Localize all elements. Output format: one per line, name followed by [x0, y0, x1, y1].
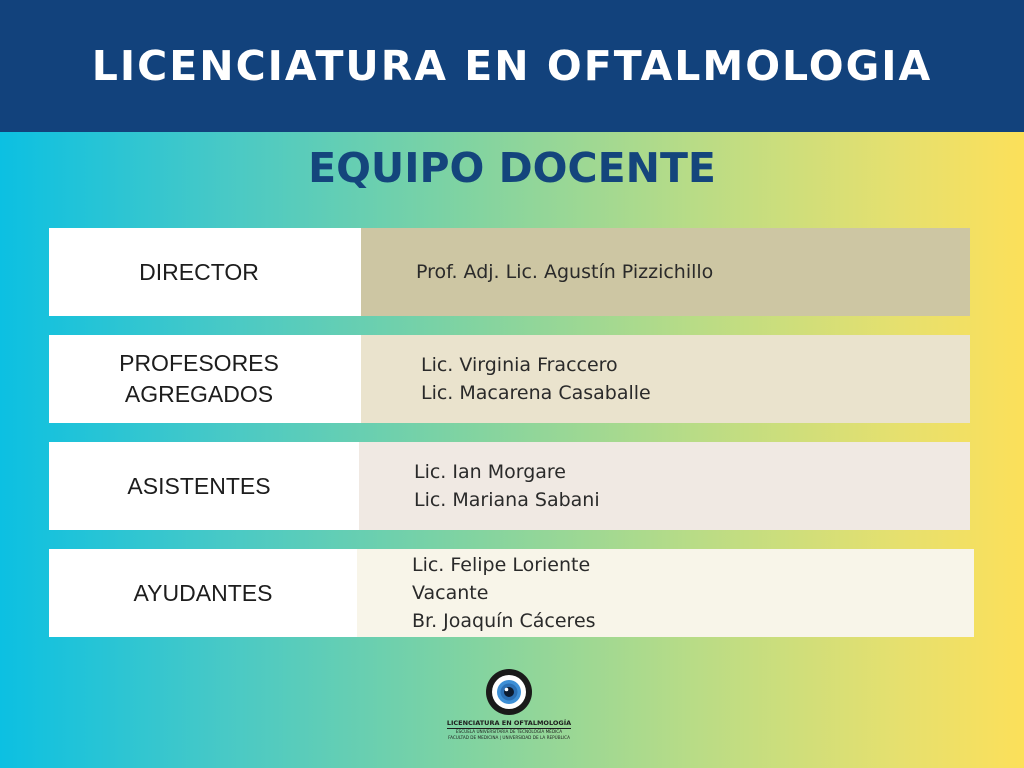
- staff-row-ayudantes: [49, 549, 974, 637]
- page-title: LICENCIATURA EN OFTALMOLOGIA: [91, 42, 933, 90]
- staff-name: Lic. Ian Morgare: [414, 461, 566, 483]
- logo-title: LICENCIATURA EN OFTALMOLOGÍA: [446, 719, 572, 727]
- staff-row-asistentes: [49, 442, 970, 530]
- eye-icon: [485, 668, 533, 716]
- role-label: ASISTENTES: [49, 442, 359, 530]
- role-label: PROFESORES AGREGADOS: [49, 335, 361, 423]
- names-cell: [361, 228, 970, 316]
- section-title: EQUIPO DOCENTE: [308, 144, 716, 192]
- staff-name: Vacante: [412, 582, 489, 604]
- header-banner: [0, 0, 1024, 132]
- staff-name: Lic. Macarena Casaballe: [421, 382, 651, 404]
- staff-name: Prof. Adj. Lic. Agustín Pizzichillo: [416, 261, 714, 283]
- staff-name: Lic. Mariana Sabani: [414, 489, 600, 511]
- names-cell: [359, 442, 970, 530]
- role-label: DIRECTOR: [49, 228, 361, 316]
- logo-subtitle: FACULTAD DE MEDICINA | UNIVERSIDAD DE LA REPÚBLICA: [448, 735, 570, 740]
- staff-name: Lic. Felipe Loriente: [412, 554, 591, 576]
- staff-row-profesores-agregados: [49, 335, 970, 423]
- program-logo: [446, 668, 572, 750]
- role-label: AYUDANTES: [49, 549, 357, 637]
- names-cell: [357, 549, 974, 637]
- staff-name: Br. Joaquín Cáceres: [412, 610, 596, 632]
- names-cell: [361, 335, 970, 423]
- staff-row-director: [49, 228, 970, 316]
- staff-name: Lic. Virginia Fraccero: [421, 354, 618, 376]
- logo-subtitle: ESCUELA UNIVERSITARIA DE TECNOLOGÍA MÉDICA: [455, 729, 563, 734]
